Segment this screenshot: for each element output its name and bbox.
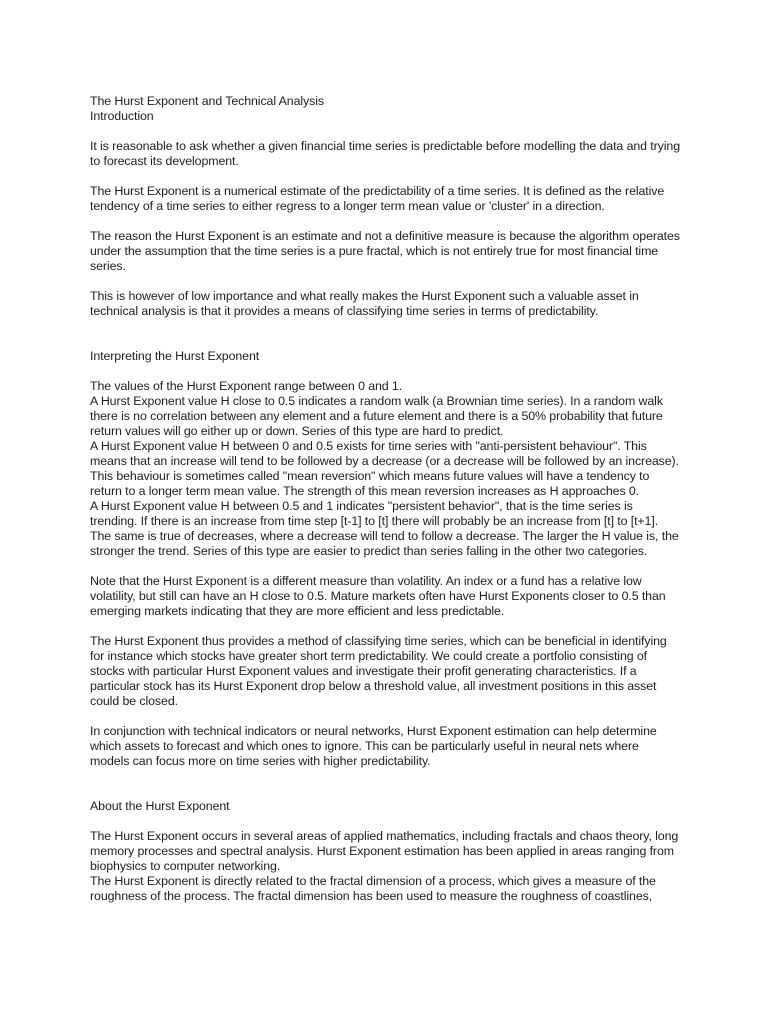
document-title: The Hurst Exponent and Technical Analysis: [90, 94, 324, 108]
list-item-persistent: A Hurst Exponent value H between 0.5 and 1 indicates "persistent behavior", that is the time series is trending. If there is an increase from time step [t-1] to [t] there will probably be an increase from [t] to [t+1]. The same is true of decreases, where a decrease will tend to follow a decrease. The larger the H value is, the stronger the trend. Series of this type are easier to predict than series falling in the other two categories.: [90, 499, 679, 558]
list-item-random-walk: A Hurst Exponent value H close to 0.5 indicates a random walk (a Brownian time series). In a random walk there is no correlation between any element and a future element and there is a 50% probability that future return values will go either up or down. Series of this type are hard to predict.: [90, 394, 663, 438]
section-heading-about: About the Hurst Exponent: [90, 799, 230, 813]
interpreting-paragraph-1: Note that the Hurst Exponent is a different measure than volatility. An index or a fund has a relative low volatility, but still can have an H close to 0.5. Mature markets often have Hurst Exponents closer to 0.5 than emerging markets indicating that they are more efficient and less predictable.: [90, 574, 666, 618]
section-heading-interpreting: Interpreting the Hurst Exponent: [90, 349, 260, 363]
interpreting-paragraph-3: In conjunction with technical indicators or neural networks, Hurst Exponent estimation can help determine which assets to forecast and which ones to ignore. This can be particularly useful in neural nets where models can focus more on time series with higher predictability.: [90, 724, 657, 768]
document-header: [90, 94, 680, 124]
interpreting-paragraph-2: The Hurst Exponent thus provides a method of classifying time series, which can be beneficial in identifying for instance which stocks have greater short term predictability. We could create a portfolio consisting of stocks with particular Hurst Exponent values and investigate their profit generating characteristics. If a particular stock has its Hurst Exponent drop below a threshold value, all investment positions in this asset could be closed.: [90, 634, 667, 708]
about-paragraph-1: The Hurst Exponent occurs in several areas of applied mathematics, including fractals and chaos theory, long memory processes and spectral analysis. Hurst Exponent estimation has been applied in areas ranging from biophysics to computer networking.: [90, 829, 679, 873]
intro-paragraph-4: This is however of low importance and what really makes the Hurst Exponent such a valuable asset in technical analysis is that it provides a means of classifying time series in terms of predictability.: [90, 289, 639, 318]
hurst-values-lead: The values of the Hurst Exponent range between 0 and 1.: [90, 379, 403, 393]
about-body: [90, 829, 680, 904]
intro-paragraph-3: The reason the Hurst Exponent is an estimate and not a definitive measure is because the algorithm operates under the assumption that the time series is a pure fractal, which is not entirely true for most financial time series.: [90, 229, 680, 273]
intro-paragraph-1: It is reasonable to ask whether a given financial time series is predictable before modelling the data and trying to forecast its development.: [90, 139, 680, 168]
list-item-anti-persistent: A Hurst Exponent value H between 0 and 0.5 exists for time series with "anti-persistent behaviour". This means that an increase will tend to be followed by a decrease (or a decrease will be followed by an increase). This behaviour is sometimes called "mean reversion" which means future values will have a tendency to return to a longer term mean value. The strength of this mean reversion increases as H approaches 0.: [90, 439, 679, 498]
section-heading-introduction: Introduction: [90, 109, 154, 123]
document-page: [90, 94, 680, 904]
hurst-values-list: [90, 379, 680, 559]
intro-paragraph-2: The Hurst Exponent is a numerical estimate of the predictability of a time series. It is defined as the relative tendency of a time series to either regress to a longer term mean value or 'cluster' in a direction.: [90, 184, 665, 213]
about-paragraph-2: The Hurst Exponent is directly related to the fractal dimension of a process, which gives a measure of the roughness of the process. The fractal dimension has been used to measure the roughness of coastlines,: [90, 874, 656, 903]
